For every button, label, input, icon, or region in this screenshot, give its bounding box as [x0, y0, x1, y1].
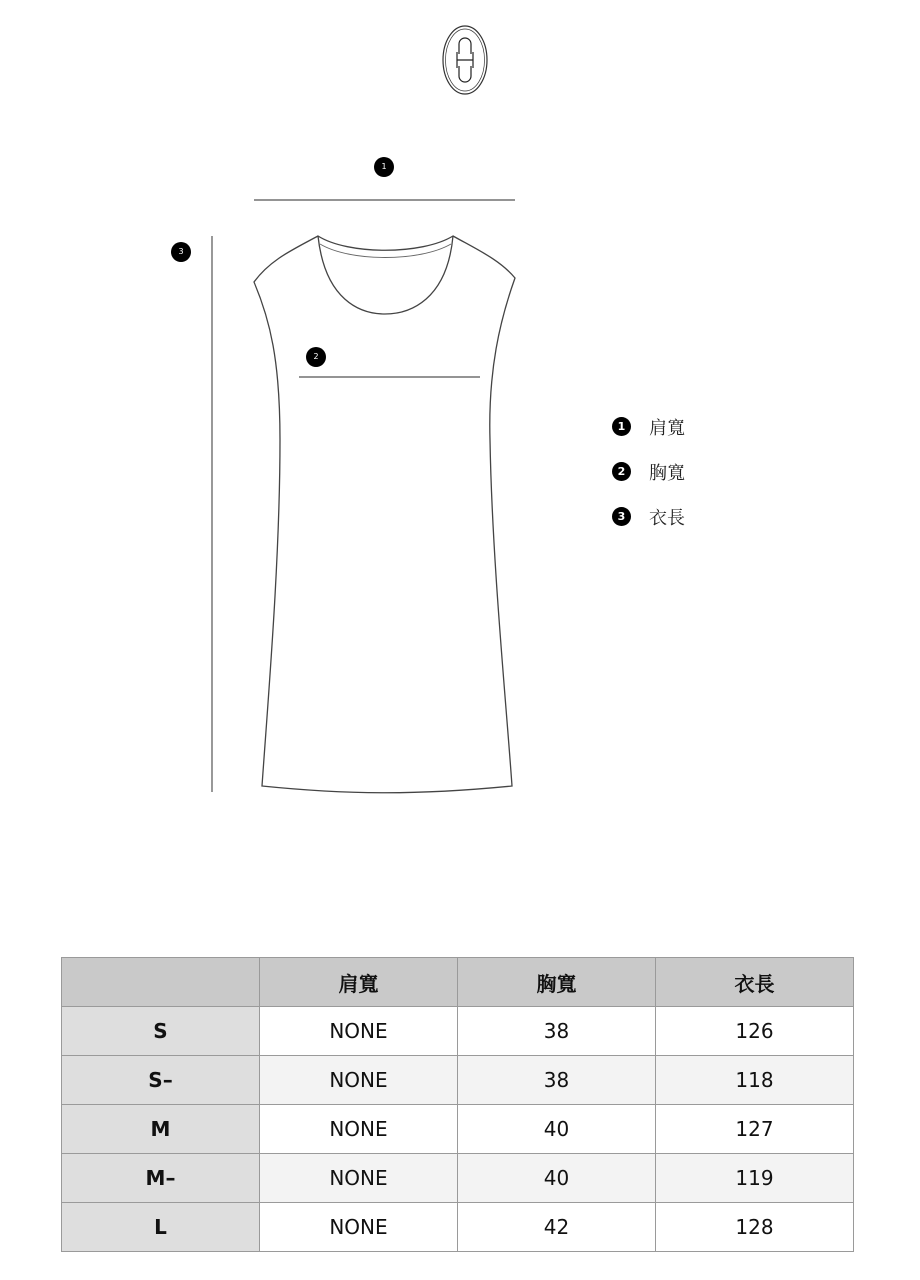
table-cell: 40 — [458, 1105, 656, 1154]
legend-item-length — [612, 494, 685, 539]
dress-outline — [254, 236, 515, 793]
size-label: M — [62, 1105, 260, 1154]
table-cell: 128 — [656, 1203, 854, 1252]
measurement-legend — [612, 404, 685, 539]
legend-item-shoulder — [612, 404, 685, 449]
size-label: S– — [62, 1056, 260, 1105]
table-cell: 40 — [458, 1154, 656, 1203]
size-label: S — [62, 1007, 260, 1056]
legend-item-chest — [612, 449, 685, 494]
badge-shoulder: 1 — [374, 157, 394, 177]
size-table — [61, 957, 854, 1252]
table-header-row — [62, 958, 854, 1007]
badge-chest: 2 — [306, 347, 326, 367]
table-cell: NONE — [260, 1105, 458, 1154]
table-header-cell: 肩寬 — [260, 958, 458, 1007]
table-cell: 38 — [458, 1007, 656, 1056]
table-cell: 119 — [656, 1154, 854, 1203]
legend-label: 肩寬 — [649, 417, 685, 439]
table-header-cell: 衣長 — [656, 958, 854, 1007]
table-row — [62, 1007, 854, 1056]
table-cell: 126 — [656, 1007, 854, 1056]
table-cell: 127 — [656, 1105, 854, 1154]
legend-num: 2 — [612, 462, 631, 481]
table-cell: 38 — [458, 1056, 656, 1105]
size-label: M– — [62, 1154, 260, 1203]
legend-num: 3 — [612, 507, 631, 526]
legend-num: 1 — [612, 417, 631, 436]
table-cell: NONE — [260, 1154, 458, 1203]
table-cell: NONE — [260, 1007, 458, 1056]
table-row — [62, 1203, 854, 1252]
table-cell: 118 — [656, 1056, 854, 1105]
legend-label: 胸寬 — [649, 462, 685, 484]
table-row — [62, 1154, 854, 1203]
badge-length: 3 — [171, 242, 191, 262]
legend-label: 衣長 — [649, 507, 685, 529]
table-cell: NONE — [260, 1203, 458, 1252]
table-cell: NONE — [260, 1056, 458, 1105]
neckline — [318, 236, 453, 314]
size-label: L — [62, 1203, 260, 1252]
table-row — [62, 1056, 854, 1105]
table-header-cell — [62, 958, 260, 1007]
table-cell: 42 — [458, 1203, 656, 1252]
table-row — [62, 1105, 854, 1154]
table-header-cell: 胸寬 — [458, 958, 656, 1007]
